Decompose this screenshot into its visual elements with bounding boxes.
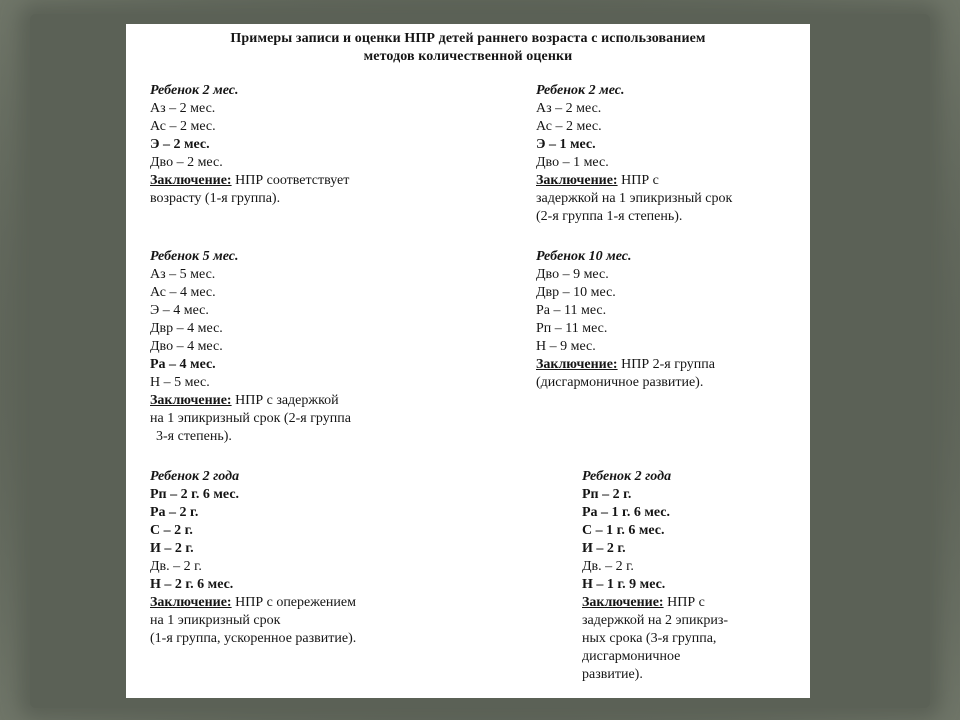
case-item: С – 1 г. 6 мес. — [582, 523, 665, 538]
title-line-2: методов количественной оценки — [363, 49, 573, 64]
conclusion-label: Заключение: — [150, 393, 232, 408]
case-item: И – 2 г. — [582, 541, 626, 556]
conclusion-label: Заключение: — [150, 595, 232, 610]
case-item: Аз – 2 мес. — [536, 101, 602, 116]
case-item: Дво – 9 мес. — [536, 267, 609, 282]
case-item: Двр – 10 мес. — [536, 285, 616, 300]
conclusion-text: НПР соответствует — [231, 173, 350, 188]
conclusion-text: задержкой на 2 эпикриз- — [582, 613, 729, 628]
case-item: Э – 2 мес. — [150, 137, 210, 152]
conclusion-label: Заключение: — [536, 357, 618, 372]
case-item: Дво – 4 мес. — [150, 339, 223, 354]
case-item: Дв. – 2 г. — [150, 559, 202, 574]
case-item: Дво – 1 мес. — [536, 155, 609, 170]
conclusion-label: Заключение: — [150, 173, 232, 188]
case-conclusion — [582, 594, 728, 612]
case-item: С – 2 г. — [150, 523, 193, 538]
case-item: Дво – 2 мес. — [150, 155, 223, 170]
case-block-1 — [150, 82, 349, 208]
case-conclusion — [536, 356, 715, 374]
case-conclusion — [150, 392, 351, 410]
case-block-5 — [150, 468, 356, 648]
conclusion-text: 3-я степень). — [156, 429, 232, 444]
conclusion-text: (дисгармоничное развитие). — [536, 375, 704, 390]
case-heading: Ребенок 2 мес. — [150, 83, 239, 98]
conclusion-text: задержкой на 1 эпикризный срок — [536, 191, 733, 206]
conclusion-text: возрасту (1-я группа). — [150, 191, 281, 206]
case-block-3 — [150, 248, 351, 446]
case-item: И – 2 г. — [150, 541, 194, 556]
conclusion-label: Заключение: — [582, 595, 664, 610]
conclusion-text: на 1 эпикризный срок (2-я группа — [150, 411, 351, 426]
case-item: Ас – 2 мес. — [150, 119, 216, 134]
case-item: Ра – 4 мес. — [150, 357, 216, 372]
document-page — [126, 24, 810, 698]
case-item: Двр – 4 мес. — [150, 321, 223, 336]
title-line-1: Примеры записи и оценки НПР детей раннего возраста с использованием — [230, 31, 706, 46]
case-item: Ас – 4 мес. — [150, 285, 216, 300]
case-heading: Ребенок 2 года — [582, 469, 672, 484]
case-item: Ас – 2 мес. — [536, 119, 602, 134]
conclusion-text: НПР с опережением — [231, 595, 356, 610]
document-title — [126, 30, 810, 66]
conclusion-text: ных срока (3-я группа, — [582, 631, 717, 646]
case-item: Н – 2 г. 6 мес. — [150, 577, 234, 592]
conclusion-text: НПР с задержкой — [231, 393, 339, 408]
conclusion-label: Заключение: — [536, 173, 618, 188]
case-item: Э – 4 мес. — [150, 303, 209, 318]
conclusion-text: дисгармоничное — [582, 649, 681, 664]
case-heading: Ребенок 2 года — [150, 469, 240, 484]
conclusion-text: НПР 2-я группа — [617, 357, 715, 372]
case-block-4 — [536, 248, 715, 392]
case-item: Н – 1 г. 9 мес. — [582, 577, 666, 592]
case-item: Ра – 1 г. 6 мес. — [582, 505, 670, 520]
conclusion-text: (1-я группа, ускоренное развитие). — [150, 631, 357, 646]
case-item: Рп – 2 г. — [582, 487, 632, 502]
conclusion-text: (2-я группа 1-я степень). — [536, 209, 683, 224]
case-block-2 — [536, 82, 732, 226]
case-item: Н – 5 мес. — [150, 375, 210, 390]
case-heading: Ребенок 10 мес. — [536, 249, 632, 264]
conclusion-text: НПР с — [617, 173, 659, 188]
case-item: Рп – 2 г. 6 мес. — [150, 487, 240, 502]
conclusion-text: развитие). — [582, 667, 643, 682]
case-block-6 — [582, 468, 728, 684]
case-item: Аз – 5 мес. — [150, 267, 216, 282]
case-conclusion — [150, 172, 349, 190]
conclusion-text: на 1 эпикризный срок — [150, 613, 281, 628]
case-conclusion — [150, 594, 356, 612]
case-item: Ра – 11 мес. — [536, 303, 607, 318]
case-item: Рп – 11 мес. — [536, 321, 608, 336]
case-conclusion — [536, 172, 732, 190]
case-heading: Ребенок 5 мес. — [150, 249, 239, 264]
conclusion-text: НПР с — [663, 595, 705, 610]
case-item: Э – 1 мес. — [536, 137, 596, 152]
case-item: Аз – 2 мес. — [150, 101, 216, 116]
case-heading: Ребенок 2 мес. — [536, 83, 625, 98]
case-item: Ра – 2 г. — [150, 505, 199, 520]
case-item: Дв. – 2 г. — [582, 559, 634, 574]
case-item: Н – 9 мес. — [536, 339, 596, 354]
